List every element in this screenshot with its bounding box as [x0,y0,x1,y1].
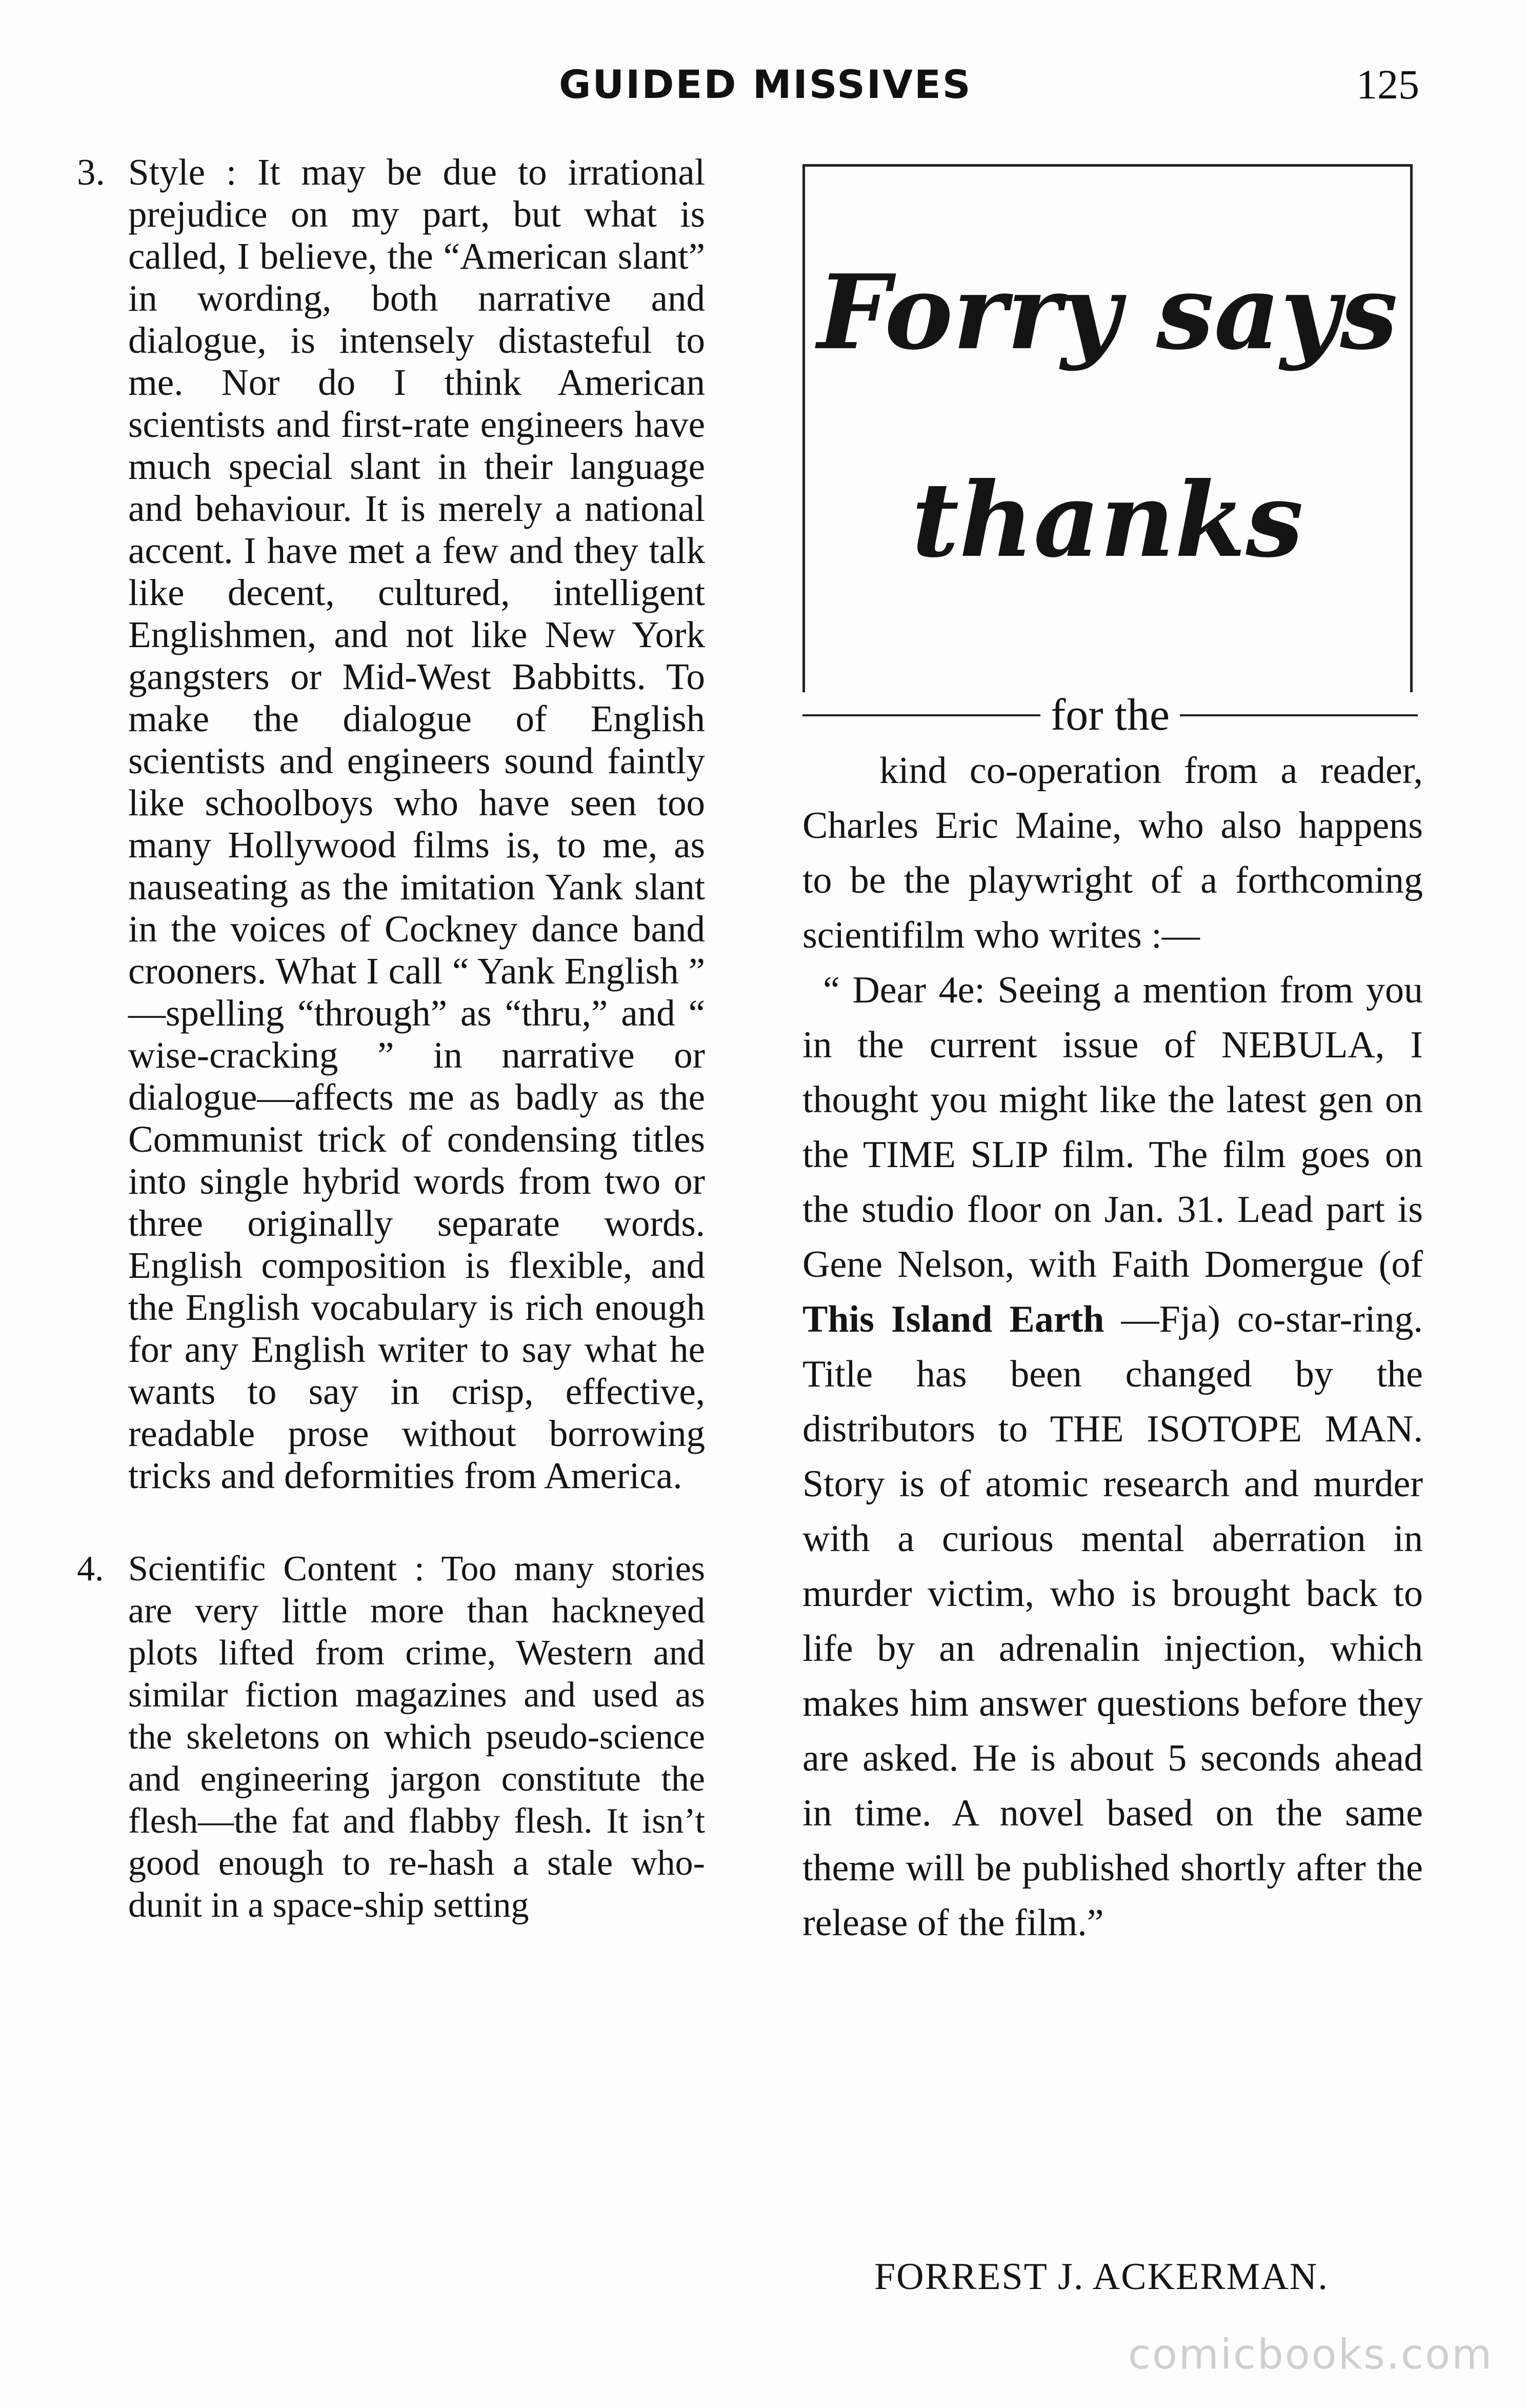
signature: FORREST J. ACKERMAN. [874,2256,1329,2298]
letter-text-2: —Fja) co-star-ring. Title has been changed by the distributors to THE ISOTOPE MAN. Story is of atomic research and murder with a curious mental aberration in murder victim, who is brought back to life by an adrenalin injection, which makes him answer questions before they are asked. He is about 5 seconds ahead in time. A novel based on the same theme will be published shortly after the release of the film.” [802,1298,1423,1944]
item-number: 3. [77,151,105,193]
rule-text: for the [1050,690,1170,740]
item-text: Style : It may be due to irrational prejudice on my part, but what is called, I believe, the “American slant” in wording, both narrative and dialogue, is intensely distasteful to me. Nor do I think American scientists and first-rate engineers have much special slant in their language and behaviour. It is merely a national accent. I have met a few and they talk like decent, cultured, intelligent Englishmen, and not like New York gangsters or Mid-West Babbitts. To make the dialogue of English scientists and engineers sound faintly like schoolboys who have seen too many Hollywood films is, to me, as nauseating as the imitation Yank slant in the voices of Cockney dance band crooners. What I call “ Yank English ” —spelling “through” as “thru,” and “ wise-cracking ” in narrative or dialogue—affects me as badly as the Communist trick of condensing titles into single hybrid words from two or three originally separate words. English composition is flexible, and the English vocabulary is rich enough for any English writer to say what he wants to say in crisp, effective, readable prose without borrowing tricks and deformities from America. [128,151,705,1496]
page-number: 125 [1356,61,1419,108]
rule-right [1180,714,1418,716]
article-body [802,744,1423,1951]
left-column [77,151,705,1927]
letter-text-1: “ Dear 4e: Seeing a mention from you in the current issue of NEBULA, I thought you might like the latest gen on the TIME SLIP film. The film goes on the studio floor on Jan. 31. Lead part is Gene Nelson, with Faith Domergue (of [802,969,1423,1286]
rule-with-text [802,687,1418,744]
letter-paragraph [802,963,1423,1951]
intro-paragraph: kind co-operation from a reader, Charles Eric Maine, who also happens to be the playwright of a forthcoming scientifilm who writes :— [802,750,1423,956]
running-head: GUIDED MISSIVES [559,62,972,107]
film-title: This Island Earth [802,1298,1104,1340]
item-text: Scientific Content : Too many stories are very little more than hackneyed plots lifted from crime, Western and similar fiction magazines and used as the skeletons on which pseudo-science and engineering jargon constitute the flesh—the fat and flabby flesh. It isn’t good enough to re-hash a stale who-dunit in a space-ship setting [128,1549,705,1925]
list-item-3 [77,151,705,1497]
item-number: 4. [77,1549,104,1589]
headline-line-1: Forry says [817,252,1398,373]
watermark: comicbooks.com [1128,2331,1494,2378]
rule-left [802,714,1040,716]
right-column [802,164,1423,1951]
headline-line-2: thanks [912,460,1303,580]
boxed-headline [802,164,1413,692]
list-item-4 [77,1548,705,1927]
